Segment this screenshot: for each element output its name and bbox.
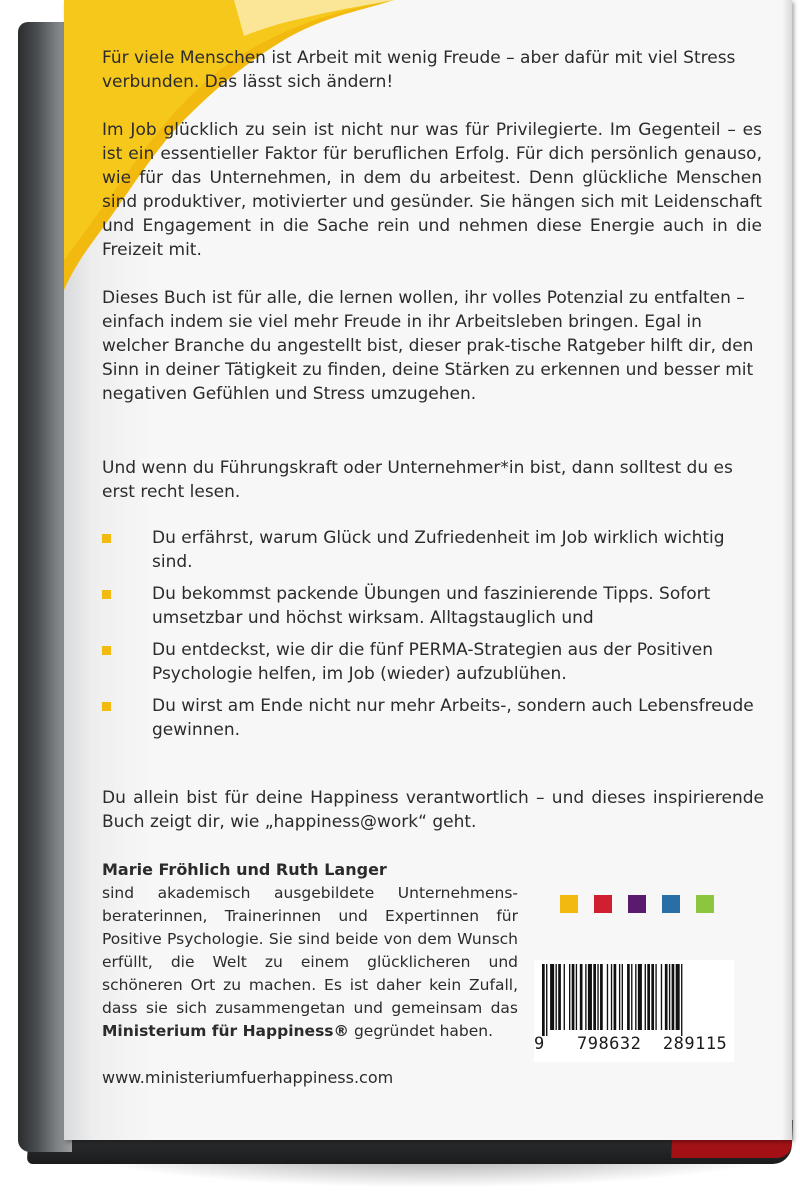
barcode-bar xyxy=(607,964,608,1030)
author-bio xyxy=(102,882,518,1043)
barcode-bar xyxy=(645,964,646,1030)
author-bio-text: sind akademisch ausgebildete Unternehmens-beraterinnen, Trainerinnen und Expertinnen für Positive Psychologie. Sie sind beide von dem Wunsch erfüllt, die Welt zu einem glücklicheren und schöneren Ort zu machen. Es ist daher kein Zufall, dass sie sich zusammengetan und gemeinsam das xyxy=(102,884,518,1017)
barcode-bar xyxy=(647,964,650,1030)
feature-bullet-list xyxy=(102,526,762,742)
barcode-bar xyxy=(550,964,554,1030)
square-bullet-icon xyxy=(102,702,111,711)
isbn-group-2: 289115 xyxy=(662,1034,728,1054)
barcode-bar xyxy=(655,964,656,1030)
body-paragraph-1: Im Job glücklich zu sein ist nicht nur was für Privilegierte. Im Gegenteil – es ist ein essentieller Faktor für beruflichen Erfolg. Für dich persönlich genauso, wie für das Unternehmen, in dem du arbeitest. Denn glückliche Menschen sind produktiver, motivierter und gesünder. Sie hängen sich mit Leidenschaft und Engagement in die Sache rein und nehmen diese Energie auch in die Freizeit mit. xyxy=(102,120,762,260)
barcode-bar xyxy=(569,964,570,1030)
body-paragraph-2: Dieses Buch ist für alle, die lernen wollen, ihr volles Potenzial zu entfalten – einfach indem sie viel mehr Freude in ihr Arbeitsleben bringen. Egal in welcher Branche du angestellt bist, dieser prak-tische Ratgeber hilft dir, den Sinn in deiner Tätigkeit zu finden, deine Stärken zu erkennen und besser mit negativen Gefühlen und Stress umzugehen. xyxy=(102,288,754,404)
barcode-bar xyxy=(585,964,586,1030)
barcode-bar xyxy=(600,964,603,1030)
barcode-bar xyxy=(564,964,565,1030)
barcode-bar xyxy=(651,964,654,1030)
square-bullet-icon xyxy=(102,534,111,543)
color-square xyxy=(560,895,578,913)
barcode-bar xyxy=(546,964,547,1036)
bullet-item xyxy=(102,526,762,574)
brand-name: Ministerium für Happiness® xyxy=(102,1022,350,1040)
barcode-bar xyxy=(665,964,668,1030)
barcode-bar xyxy=(669,964,670,1030)
bullet-text: Du entdeckst, wie dir die fünf PERMA-Strategien aus der Positiven Psychologie helfen, im Job (wieder) aufzublühen. xyxy=(152,640,714,684)
barcode-bar xyxy=(611,964,612,1030)
barcode-bar xyxy=(661,964,662,1030)
barcode-bar xyxy=(558,964,561,1030)
square-bullet-icon xyxy=(102,646,111,655)
barcode-bars xyxy=(538,964,730,1036)
square-bullet-icon xyxy=(102,590,111,599)
isbn-number xyxy=(534,1034,734,1054)
barcode-bar xyxy=(619,964,620,1030)
barcode-bar xyxy=(627,964,630,1030)
barcode-bar xyxy=(576,964,577,1030)
color-square xyxy=(594,895,612,913)
bullet-item xyxy=(102,582,762,630)
intro-paragraph: Für viele Menschen ist Arbeit mit wenig Freude – aber dafür mit viel Stress verbunden. Das lässt sich ändern! xyxy=(102,48,736,92)
barcode-bar xyxy=(588,964,592,1030)
bullet-item xyxy=(102,694,762,742)
website-url: www.ministeriumfuerhappiness.com xyxy=(102,1068,394,1087)
barcode-bar xyxy=(572,964,575,1030)
body-paragraph-3: Und wenn du Führungskraft oder Unternehmer*in bist, dann solltest du es erst recht lesen. xyxy=(102,458,733,502)
barcode-bar xyxy=(631,964,632,1030)
author-bio-text-end: gegründet haben. xyxy=(349,1022,494,1040)
author-names: Marie Fröhlich und Ruth Langer xyxy=(102,860,387,879)
bullet-text: Du wirst am Ende nicht nur mehr Arbeits-, sondern auch Lebensfreude gewinnen. xyxy=(152,696,754,740)
bullet-item xyxy=(102,638,762,686)
cover-edge-shading xyxy=(782,0,792,1140)
barcode-bar xyxy=(542,964,545,1036)
barcode-bar xyxy=(597,964,598,1030)
isbn-lead-digit: 9 xyxy=(534,1034,545,1054)
barcode-bar xyxy=(580,964,583,1030)
barcode-bar xyxy=(556,964,557,1030)
color-square xyxy=(696,895,714,913)
isbn-group-1: 798632 xyxy=(576,1034,642,1054)
barcode-bar xyxy=(672,964,675,1030)
barcode-bar xyxy=(614,964,617,1030)
barcode-bar xyxy=(681,964,682,1036)
bullet-text: Du erfährst, warum Glück und Zufriedenheit im Job wirklich wichtig sind. xyxy=(152,528,725,572)
barcode-bar xyxy=(635,964,636,1030)
color-square xyxy=(662,895,680,913)
color-squares xyxy=(560,895,714,913)
color-square xyxy=(628,895,646,913)
barcode-bar xyxy=(638,964,642,1030)
barcode-bar xyxy=(622,964,623,1030)
bullet-text: Du bekommst packende Übungen und faszinierende Tipps. Sofort umsetzbar und höchst wirksam. Alltagstauglich und xyxy=(152,584,711,628)
book-back-cover xyxy=(64,0,792,1140)
barcode-bar xyxy=(676,964,680,1030)
closing-paragraph: Du allein bist für deine Happiness verantwortlich – und dieses inspirierende Buch zeigt dir, wie „happiness@work“ geht. xyxy=(102,788,764,832)
isbn-barcode xyxy=(534,960,734,1062)
barcode-bar xyxy=(593,964,596,1030)
